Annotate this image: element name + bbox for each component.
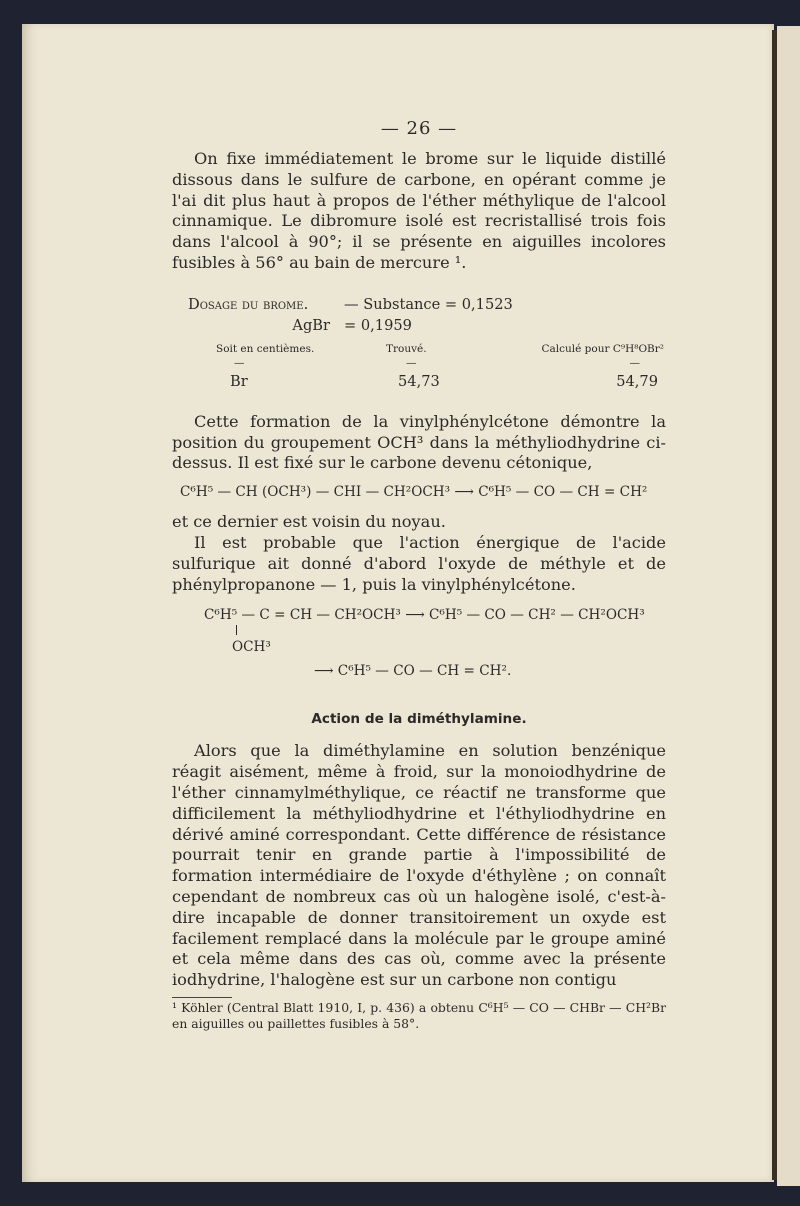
table-header-calcule: Calculé pour C⁹H⁸OBr²: [541, 342, 664, 355]
paragraph-3: et ce dernier est voisin du noyau.: [172, 512, 446, 532]
page-number: — 26 —: [380, 118, 458, 139]
table-header-centiemes: Soit en centièmes.: [216, 342, 315, 355]
dosage-block: [188, 294, 666, 336]
formula-2-bond: [236, 625, 237, 635]
table-dash-3: —: [629, 356, 640, 369]
dosage-label: Dosage du brome.: [188, 295, 309, 313]
paragraph-4: Il est probable que l'action énergique de l'acide sulfurique ait donné d'abord l'oxyde de méthyle et de phénylpropanone — 1, puis la vinylphénylcétone.: [172, 532, 666, 594]
paragraph-5: Alors que la diméthylamine en solution benzénique réagit aisément, même à froid, sur la monoiodhydrine de l'éther cinnamylméthylique, ce réactif ne transforme que difficilement la méthyliodhydrine et l'éthyliodhydrine en dérivé aminé correspondant. Cette différence de résistance pourrait tenir en grande partie à l'impossibilité de formation intermédiaire de l'oxyde d'éthylène ; on connaît cependant de nombreux cas où un halogène isolé, c'est-à-dire incapable de donner transitoirement un oxyde est facilement remplacé dans la molécule par le groupe aminé et cela même dans des cas où, comme avec la présente iodhydrine, l'halogène est sur un carbone non contigu: [172, 741, 666, 990]
formula-2: [204, 607, 666, 679]
facing-page-edge: [777, 26, 800, 1186]
formula-1: C⁶H⁵ — CH (OCH³) — CHI — CH²OCH³ ⟶ C⁶H⁵ — CO — CH = CH²: [180, 484, 648, 501]
footnote: ¹ Köhler (Central Blatt 1910, I, p. 436) a obtenu C⁶H⁵ — CO — CHBr — CH²Br en aiguilles ou paillettes fusibles à 58°.: [172, 999, 666, 1031]
table-header-trouve: Trouvé.: [386, 342, 427, 355]
formula-2-line-1: C⁶H⁵ — C = CH — CH²OCH³ ⟶ C⁶H⁵ — CO — CH² — CH²OCH³: [204, 607, 645, 624]
table-calculated: 54,79: [616, 372, 658, 390]
formula-2-line-2: OCH³: [232, 639, 271, 656]
paragraph-1: On fixe immédiatement le brome sur le liquide distillé dissous dans le sulfure de carbone, en opérant comme je l'ai dit plus haut à propos de l'éther méthylique de l'alcool cinnamique. Le dibromure isolé est recristallisé trois fois dans l'alcool à 90°; il se présente en aiguilles incolores fusibles à 56° au bain de mercure ¹.: [172, 149, 666, 272]
table-dash-1: —: [234, 356, 245, 369]
table-dash-2: —: [406, 356, 417, 369]
dosage-substance: — Substance = 0,1523: [344, 295, 513, 313]
page-content: [172, 118, 666, 1032]
formula-2-line-3: ⟶ C⁶H⁵ — CO — CH = CH².: [314, 663, 512, 680]
dosage-agbr-label: AgBr: [292, 316, 330, 334]
table-element: Br: [230, 372, 248, 390]
dosage-agbr-value: = 0,1959: [344, 316, 412, 334]
result-table: [172, 342, 666, 392]
footnote-rule: [172, 997, 232, 998]
section-title: Action de la diméthylamine.: [311, 711, 527, 728]
paragraph-2: Cette formation de la vinylphénylcétone démontre la position du groupement OCH³ dans la méthyliodhydrine ci-dessus. Il est fixé sur le carbone devenu cétonique,: [172, 411, 666, 473]
table-found: 54,73: [398, 372, 440, 390]
